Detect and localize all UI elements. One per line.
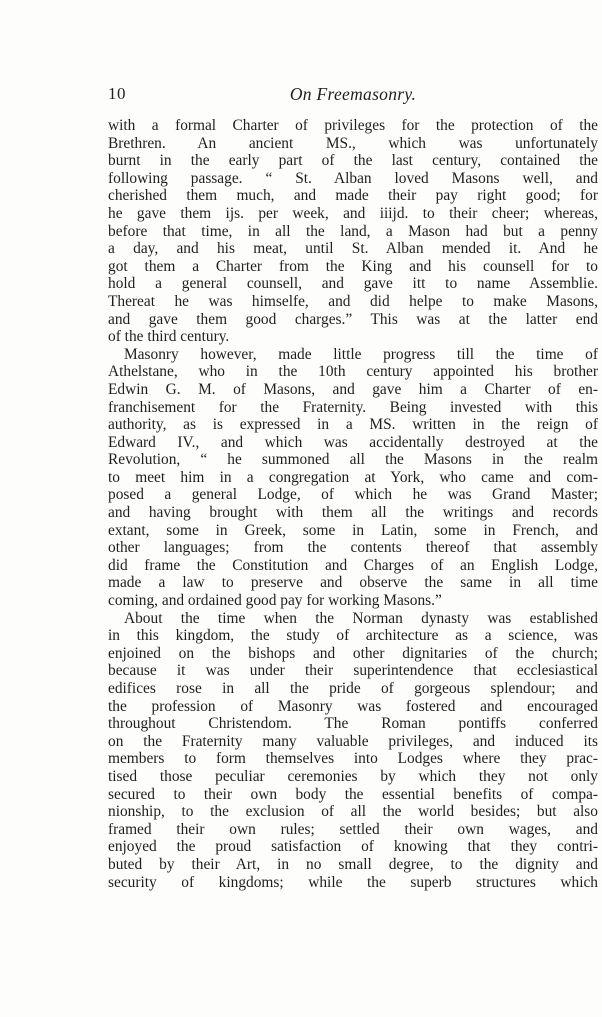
text-line: enjoyed the proud satisfaction of knowing that they contri- [108, 838, 598, 856]
text-line: edifices rose in all the pride of gorgeous splendour; and [108, 680, 598, 697]
text-line: before that time, in all the land, a Mason had but a penny [108, 222, 598, 240]
text-line: Edward IV., and which was accidentally destroyed at the [108, 433, 598, 451]
body-text [108, 117, 598, 891]
text-line: buted by their Art, in no small degree, to the dignity and [108, 855, 598, 873]
text-line: the profession of Masonry was fostered and encouraged [108, 697, 598, 715]
text-line: security of kingdoms; while the superb structures which [108, 873, 598, 891]
text-line: and gave them good charges.” This was at the latter end [108, 310, 598, 328]
text-line: posed a general Lodge, of which he was Grand Master; [108, 486, 598, 504]
text-line: enjoined on the bishops and other dignitaries of the church; [108, 644, 598, 662]
text-line: framed their own rules; settled their own wages, and [108, 820, 598, 838]
text-line: nionship, to the exclusion of all the world besides; but also [108, 803, 598, 821]
text-line: he gave them ijs. per week, and iiijd. to their cheer; whereas, [108, 204, 598, 222]
text-line: About the time when the Norman dynasty was established [124, 609, 598, 627]
text-line: and having brought with them all the writings and records [108, 504, 598, 522]
page-number: 10 [108, 84, 126, 103]
text-line: Edwin G. M. of Masons, and gave him a Charter of en- [108, 380, 598, 398]
text-line: authority, as is expressed in a MS. written in the reign of [108, 416, 598, 434]
text-line: Masonry however, made little progress till the time of [124, 345, 598, 363]
text-line: Brethren. An ancient MS., which was unfortunately [108, 134, 598, 152]
text-line: burnt in the early part of the last century, contained the [108, 152, 598, 170]
text-line: because it was under their superintendence that ecclesiastical [108, 662, 598, 680]
text-line: throughout Christendom. The Roman pontiffs conferred [108, 715, 598, 733]
text-line: on the Fraternity many valuable privileges, and induced its [108, 732, 598, 750]
page-header [108, 84, 598, 108]
running-title: On Freemasonry. [289, 84, 417, 104]
text-line: cherished them much, and made their pay right good; for [108, 187, 598, 205]
text-line: did frame the Constitution and Charges of an English Lodge, [108, 556, 598, 574]
text-line: other languages; from the contents thereof that assembly [108, 539, 598, 557]
text-line: with a formal Charter of privileges for the protection of the [108, 117, 598, 134]
text-line: following passage. “ St. Alban loved Masons well, and [108, 169, 598, 187]
text-line: hold a general counsell, and gave itt to name Assemblie. [108, 275, 598, 293]
text-line: in this kingdom, the study of architecture as a science, was [108, 627, 598, 645]
text-line: of the third century. [108, 328, 230, 346]
text-line: Thereat he was himselfe, and did helpe to make Masons, [108, 292, 598, 310]
text-line: a day, and his meat, until St. Alban mended it. And he [108, 240, 598, 258]
text-line: franchisement for the Fraternity. Being invested with this [108, 398, 598, 416]
text-line: tised those peculiar ceremonies by which they not only [108, 767, 598, 785]
text-line: members to form themselves into Lodges where they prac- [108, 750, 598, 768]
text-line: made a law to preserve and observe the same in all time [108, 574, 598, 592]
text-line: coming, and ordained good pay for working Masons.” [108, 592, 442, 610]
text-line: extant, some in Greek, some in Latin, some in French, and [108, 521, 598, 539]
text-line: secured to their own body the essential benefits of compa- [108, 785, 598, 803]
text-line: Athelstane, who in the 10th century appointed his brother [108, 363, 598, 381]
text-line: Revolution, “ he summoned all the Masons in the realm [108, 451, 598, 469]
text-line: to meet him in a congregation at York, who came and com- [108, 468, 598, 486]
text-line: got them a Charter from the King and his counsell for to [108, 257, 598, 275]
